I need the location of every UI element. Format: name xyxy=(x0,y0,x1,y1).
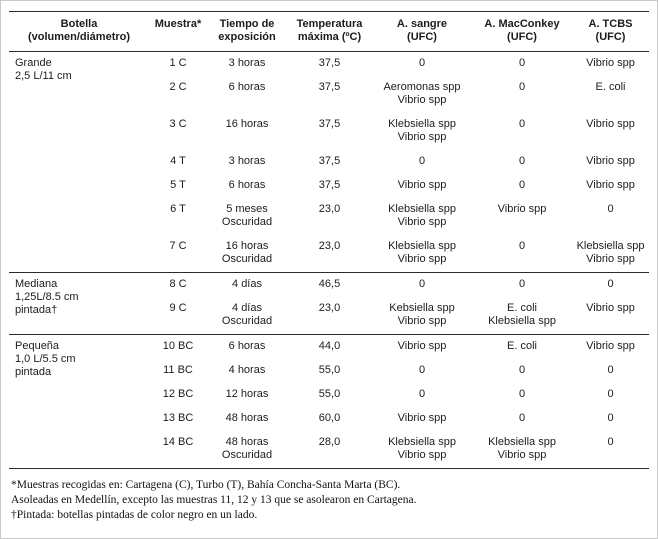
max-temperature-cell xyxy=(287,150,372,174)
table-row xyxy=(9,52,649,77)
cell-line: Vibrio spp xyxy=(397,315,447,327)
tcbs-agar-cell xyxy=(572,431,649,469)
cell-line: 0 xyxy=(607,412,614,424)
blood-agar-cell xyxy=(372,150,472,174)
cell-line: 60,0 xyxy=(318,412,341,424)
cell-line: Vibrio spp xyxy=(397,449,447,461)
cell-line: A. MacConkey xyxy=(484,18,560,30)
cell-line: máxima (ºC) xyxy=(297,31,362,43)
sample-cell xyxy=(149,407,207,431)
cell-line: 3 horas xyxy=(228,155,266,167)
cell-line: Tiempo de xyxy=(219,18,275,30)
blood-agar-cell xyxy=(372,235,472,273)
cell-line: Klebsiella spp xyxy=(488,436,556,448)
results-table xyxy=(9,11,649,469)
cell-line: 8 C xyxy=(169,278,187,290)
cell-line: (UFC) xyxy=(507,31,537,43)
cell-line: 12 BC xyxy=(162,388,194,400)
macconkey-agar-cell xyxy=(472,235,572,273)
cell-line: 0 xyxy=(518,81,526,93)
macconkey-agar-cell xyxy=(472,383,572,407)
max-temperature-cell xyxy=(287,407,372,431)
tcbs-agar-cell xyxy=(572,235,649,273)
cell-line: Oscuridad xyxy=(221,253,273,265)
cell-line: 28,0 xyxy=(318,436,341,448)
cell-line: exposición xyxy=(218,31,276,43)
cell-line: 12 horas xyxy=(225,388,269,400)
cell-line: Pequeña xyxy=(15,340,60,352)
tcbs-agar-cell xyxy=(572,273,649,298)
macconkey-agar-cell xyxy=(472,174,572,198)
tcbs-agar-cell xyxy=(572,359,649,383)
tcbs-agar-cell xyxy=(572,407,649,431)
exposure-time-cell xyxy=(207,113,287,150)
cell-line: 3 C xyxy=(169,118,187,130)
column-header xyxy=(372,12,472,52)
table-body xyxy=(9,52,649,469)
cell-line: Vibrio spp xyxy=(586,155,635,167)
cell-line: 0 xyxy=(518,240,526,252)
cell-line: 0 xyxy=(418,364,426,376)
column-header xyxy=(9,12,149,52)
cell-line: 0 xyxy=(518,179,526,191)
bottle-group-label xyxy=(9,335,149,469)
blood-agar-cell xyxy=(372,76,472,113)
cell-line: 16 horas xyxy=(225,240,269,252)
cell-line: 37,5 xyxy=(318,57,341,69)
blood-agar-cell xyxy=(372,174,472,198)
sample-cell xyxy=(149,383,207,407)
tcbs-agar-cell xyxy=(572,150,649,174)
cell-line: 1 C xyxy=(169,57,187,69)
cell-line: Vibrio spp xyxy=(397,340,447,352)
sample-cell xyxy=(149,113,207,150)
sample-cell xyxy=(149,198,207,235)
cell-line: 0 xyxy=(418,155,426,167)
max-temperature-cell xyxy=(287,113,372,150)
cell-line: 7 C xyxy=(169,240,187,252)
cell-line: Klebsiella spp xyxy=(576,240,645,252)
macconkey-agar-cell xyxy=(472,76,572,113)
cell-line: Vibrio spp xyxy=(497,449,547,461)
blood-agar-cell xyxy=(372,198,472,235)
cell-line: 16 horas xyxy=(225,118,269,130)
cell-line: 46,5 xyxy=(318,278,341,290)
cell-line: Vibrio spp xyxy=(397,253,447,265)
cell-line: Vibrio spp xyxy=(397,94,447,106)
cell-line: Vibrio spp xyxy=(586,340,635,352)
cell-line: Kebsiella spp xyxy=(389,302,455,314)
macconkey-agar-cell xyxy=(472,297,572,335)
footnote: Asoleadas en Medellín, excepto las muestras 11, 12 y 13 que se asolearon en Cartagena. xyxy=(11,494,417,506)
blood-agar-cell xyxy=(372,113,472,150)
cell-line: 55,0 xyxy=(318,364,341,376)
cell-line: 0 xyxy=(607,364,614,376)
cell-line: E. coli xyxy=(507,302,537,314)
column-header xyxy=(207,12,287,52)
cell-line: 0 xyxy=(418,388,426,400)
exposure-time-cell xyxy=(207,297,287,335)
cell-line: 5 meses xyxy=(226,203,268,215)
exposure-time-cell xyxy=(207,359,287,383)
cell-line: Oscuridad xyxy=(221,449,273,461)
exposure-time-cell xyxy=(207,174,287,198)
cell-line: Klebsiella spp xyxy=(488,315,556,327)
cell-line: Grande xyxy=(15,57,52,69)
sample-cell xyxy=(149,235,207,273)
macconkey-agar-cell xyxy=(472,52,572,77)
tcbs-agar-cell xyxy=(572,113,649,150)
column-header xyxy=(472,12,572,52)
cell-line: 6 horas xyxy=(228,81,266,93)
exposure-time-cell xyxy=(207,52,287,77)
cell-line: (UFC) xyxy=(595,31,626,43)
exposure-time-cell xyxy=(207,383,287,407)
cell-line: 44,0 xyxy=(318,340,341,352)
cell-line: 37,5 xyxy=(318,81,341,93)
max-temperature-cell xyxy=(287,431,372,469)
cell-line: Vibrio spp xyxy=(586,302,635,314)
cell-line: 23,0 xyxy=(318,203,341,215)
cell-line: 37,5 xyxy=(318,179,341,191)
cell-line: E. coli xyxy=(595,81,626,93)
cell-line: 4 días xyxy=(232,302,262,314)
blood-agar-cell xyxy=(372,335,472,360)
cell-line: Vibrio spp xyxy=(586,118,635,130)
table-row xyxy=(9,335,649,360)
cell-line: Vibrio spp xyxy=(397,412,447,424)
max-temperature-cell xyxy=(287,76,372,113)
cell-line: Vibrio spp xyxy=(397,131,447,143)
cell-line: 55,0 xyxy=(318,388,341,400)
blood-agar-cell xyxy=(372,383,472,407)
cell-line: 0 xyxy=(518,57,526,69)
exposure-time-cell xyxy=(207,150,287,174)
macconkey-agar-cell xyxy=(472,150,572,174)
blood-agar-cell xyxy=(372,273,472,298)
cell-line: 2,5 L/11 cm xyxy=(15,70,72,82)
cell-line: Aeromonas spp xyxy=(383,81,461,93)
cell-line: Vibrio spp xyxy=(497,203,547,215)
blood-agar-cell xyxy=(372,407,472,431)
cell-line: 37,5 xyxy=(318,155,341,167)
sample-cell xyxy=(149,174,207,198)
cell-line: Oscuridad xyxy=(221,216,273,228)
cell-line: 0 xyxy=(607,203,614,215)
cell-line: 0 xyxy=(607,278,614,290)
cell-line: A. sangre xyxy=(396,18,448,30)
sample-cell xyxy=(149,52,207,77)
exposure-time-cell xyxy=(207,198,287,235)
exposure-time-cell xyxy=(207,407,287,431)
cell-line: (volumen/diámetro) xyxy=(27,31,131,43)
exposure-time-cell xyxy=(207,76,287,113)
macconkey-agar-cell xyxy=(472,359,572,383)
macconkey-agar-cell xyxy=(472,335,572,360)
cell-line: 0 xyxy=(518,278,526,290)
cell-line: pintada† xyxy=(15,304,58,316)
footnote: †Pintada: botellas pintadas de color negro en un lado. xyxy=(11,509,258,521)
cell-line: Vibrio spp xyxy=(586,179,635,191)
cell-line: 10 BC xyxy=(162,340,194,352)
macconkey-agar-cell xyxy=(472,113,572,150)
max-temperature-cell xyxy=(287,198,372,235)
max-temperature-cell xyxy=(287,273,372,298)
blood-agar-cell xyxy=(372,297,472,335)
cell-line: 1,25L/8.5 cm xyxy=(15,291,79,303)
column-header xyxy=(572,12,649,52)
cell-line: 3 horas xyxy=(228,57,266,69)
bottle-group-label xyxy=(9,273,149,335)
macconkey-agar-cell xyxy=(472,431,572,469)
cell-line: 6 horas xyxy=(228,340,266,352)
tcbs-agar-cell xyxy=(572,297,649,335)
sample-cell xyxy=(149,150,207,174)
footnotes xyxy=(9,478,649,522)
cell-line: Oscuridad xyxy=(221,315,273,327)
sample-cell xyxy=(149,297,207,335)
cell-line: 0 xyxy=(518,388,526,400)
max-temperature-cell xyxy=(287,52,372,77)
tcbs-agar-cell xyxy=(572,383,649,407)
max-temperature-cell xyxy=(287,335,372,360)
cell-line: Klebsiella spp xyxy=(388,240,456,252)
sample-cell xyxy=(149,359,207,383)
max-temperature-cell xyxy=(287,174,372,198)
cell-line: Vibrio spp xyxy=(586,253,635,265)
exposure-time-cell xyxy=(207,235,287,273)
cell-line: Muestra* xyxy=(154,18,202,30)
max-temperature-cell xyxy=(287,297,372,335)
cell-line: 2 C xyxy=(169,81,187,93)
cell-line: Vibrio spp xyxy=(586,57,635,69)
sample-cell xyxy=(149,335,207,360)
cell-line: 0 xyxy=(518,155,526,167)
blood-agar-cell xyxy=(372,359,472,383)
cell-line: 11 BC xyxy=(163,364,193,376)
cell-line: Vibrio spp xyxy=(397,216,447,228)
exposure-time-cell xyxy=(207,335,287,360)
exposure-time-cell xyxy=(207,273,287,298)
cell-line: 23,0 xyxy=(318,240,341,252)
cell-line: 6 horas xyxy=(228,179,266,191)
cell-line: 0 xyxy=(418,278,426,290)
cell-line: 14 BC xyxy=(162,436,194,448)
cell-line: (UFC) xyxy=(407,31,437,43)
tcbs-agar-cell xyxy=(572,52,649,77)
macconkey-agar-cell xyxy=(472,198,572,235)
cell-line: E. coli xyxy=(507,340,537,352)
cell-line: 0 xyxy=(418,57,426,69)
table-row xyxy=(9,273,649,298)
cell-line: 37,5 xyxy=(318,118,341,130)
cell-line: 6 T xyxy=(170,203,186,215)
cell-line: Klebsiella spp xyxy=(388,436,456,448)
cell-line: 4 días xyxy=(232,278,262,290)
blood-agar-cell xyxy=(372,431,472,469)
cell-line: 0 xyxy=(518,412,526,424)
column-header xyxy=(287,12,372,52)
sample-cell xyxy=(149,273,207,298)
cell-line: 1,0 L/5.5 cm xyxy=(15,353,76,365)
tcbs-agar-cell xyxy=(572,174,649,198)
cell-line: 0 xyxy=(518,118,526,130)
cell-line: A. TCBS xyxy=(588,18,633,30)
cell-line: 48 horas xyxy=(225,436,269,448)
max-temperature-cell xyxy=(287,383,372,407)
header-row xyxy=(9,12,649,52)
sample-cell xyxy=(149,76,207,113)
cell-line: 0 xyxy=(607,388,614,400)
sample-cell xyxy=(149,431,207,469)
cell-line: Klebsiella spp xyxy=(388,203,456,215)
cell-line: Mediana xyxy=(15,278,58,290)
macconkey-agar-cell xyxy=(472,273,572,298)
max-temperature-cell xyxy=(287,359,372,383)
tcbs-agar-cell xyxy=(572,335,649,360)
cell-line: 0 xyxy=(607,436,614,448)
cell-line: 23,0 xyxy=(318,302,341,314)
cell-line: Vibrio spp xyxy=(397,179,447,191)
cell-line: 5 T xyxy=(170,179,186,191)
cell-line: 13 BC xyxy=(162,412,194,424)
cell-line: 0 xyxy=(518,364,526,376)
cell-line: 4 T xyxy=(170,155,186,167)
exposure-time-cell xyxy=(207,431,287,469)
cell-line: 48 horas xyxy=(225,412,269,424)
cell-line: pintada xyxy=(15,366,52,378)
footnote: *Muestras recogidas en: Cartagena (C), Turbo (T), Bahía Concha-Santa Marta (BC). xyxy=(11,479,401,491)
max-temperature-cell xyxy=(287,235,372,273)
tcbs-agar-cell xyxy=(572,198,649,235)
cell-line: 4 horas xyxy=(228,364,266,376)
tcbs-agar-cell xyxy=(572,76,649,113)
cell-line: 9 C xyxy=(169,302,187,314)
cell-line: Botella xyxy=(60,18,98,30)
macconkey-agar-cell xyxy=(472,407,572,431)
cell-line: Temperatura xyxy=(296,18,363,30)
column-header xyxy=(149,12,207,52)
cell-line: Klebsiella spp xyxy=(388,118,456,130)
table-header xyxy=(9,12,649,52)
bottle-group-label xyxy=(9,52,149,273)
blood-agar-cell xyxy=(372,52,472,77)
